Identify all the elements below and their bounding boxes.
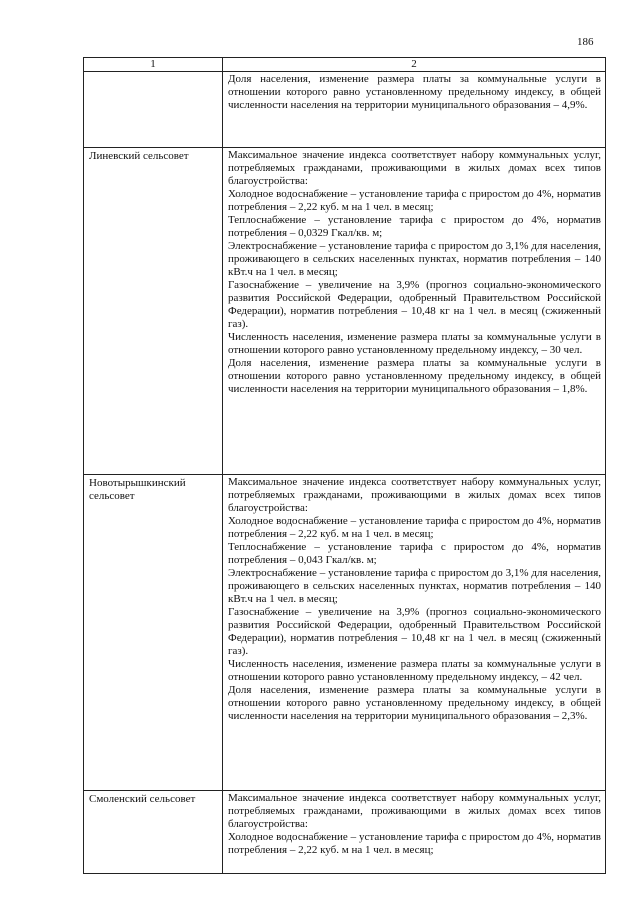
paragraph: Численность населения, изменение размера платы за коммунальные услуги в отношении которого равно установленному предельному индексу, – 42 чел.: [228, 658, 601, 683]
table-header-row: [84, 58, 606, 72]
paragraph: Теплоснабжение – установление тарифа с приростом до 4%, норматив потребления – 0,0329 Гкал/кв. м;: [228, 214, 601, 239]
region-cell: Новотырышкинский сельсовет: [84, 475, 223, 791]
paragraph: Максимальное значение индекса соответствует набору коммунальных услуг, потребляемых гражданами, проживающими в жилых домах всех типов благоустройства:: [228, 792, 601, 830]
paragraph: Максимальное значение индекса соответствует набору коммунальных услуг, потребляемых гражданами, проживающими в жилых домах всех типов благоустройства:: [228, 149, 601, 187]
description-cell: [223, 475, 606, 791]
region-cell: Линевский сельсовет: [84, 148, 223, 475]
table-row: [84, 72, 606, 148]
header-col-2: 2: [223, 58, 606, 72]
description-cell: [223, 148, 606, 475]
paragraph: Холодное водоснабжение – установление тарифа с приростом до 4%, норматив потребления – 2,22 куб. м на 1 чел. в месяц;: [228, 831, 601, 856]
paragraph: Теплоснабжение – установление тарифа с приростом до 4%, норматив потребления – 0,043 Гкал/кв. м;: [228, 541, 601, 566]
tariff-table: [83, 57, 606, 874]
paragraph: Газоснабжение – увеличение на 3,9% (прогноз социально-экономического развития Российской Федерации, одобренный Правительством Российской Федерации), норматив потребления – 10,48 кг на 1 чел. в месяц (сжиженный газ).: [228, 606, 601, 657]
table-row: [84, 148, 606, 475]
table-row: [84, 791, 606, 874]
paragraph: Доля населения, изменение размера платы за коммунальные услуги в отношении которого равно установленному предельному индексу, в общей численности населения на территории муниципального образования – 4,9%.: [228, 73, 601, 111]
description-cell: [223, 791, 606, 874]
region-cell: Смоленский сельсовет: [84, 791, 223, 874]
paragraph: Газоснабжение – увеличение на 3,9% (прогноз социально-экономического развития Российской Федерации, одобренный Правительством Российской Федерации), норматив потребления – 10,48 кг на 1 чел. в месяц (сжиженный газ).: [228, 279, 601, 330]
paragraph: Доля населения, изменение размера платы за коммунальные услуги в отношении которого равно установленному предельному индексу, в общей численности населения на территории муниципального образования – 2,3%.: [228, 684, 601, 722]
region-cell: [84, 72, 223, 148]
table-row: [84, 475, 606, 791]
paragraph: Электроснабжение – установление тарифа с приростом до 3,1% для населения, проживающего в сельских населенных пунктах, норматив потребления – 140 кВт.ч на 1 чел. в месяц;: [228, 567, 601, 605]
paragraph: Доля населения, изменение размера платы за коммунальные услуги в отношении которого равно установленному предельному индексу, в общей численности населения на территории муниципального образования – 1,8%.: [228, 357, 601, 395]
paragraph: Электроснабжение – установление тарифа с приростом до 3,1% для населения, проживающего в сельских населенных пунктах, норматив потребления – 140 кВт.ч на 1 чел. в месяц;: [228, 240, 601, 278]
paragraph: Холодное водоснабжение – установление тарифа с приростом до 4%, норматив потребления – 2,22 куб. м на 1 чел. в месяц;: [228, 188, 601, 213]
paragraph: Максимальное значение индекса соответствует набору коммунальных услуг, потребляемых гражданами, проживающими в жилых домах всех типов благоустройства:: [228, 476, 601, 514]
paragraph: Холодное водоснабжение – установление тарифа с приростом до 4%, норматив потребления – 2,22 куб. м на 1 чел. в месяц;: [228, 515, 601, 540]
paragraph: Численность населения, изменение размера платы за коммунальные услуги в отношении которого равно установленному предельному индексу, – 30 чел.: [228, 331, 601, 356]
header-col-1: 1: [84, 58, 223, 72]
description-cell: [223, 72, 606, 148]
page-number: 186: [577, 36, 594, 48]
